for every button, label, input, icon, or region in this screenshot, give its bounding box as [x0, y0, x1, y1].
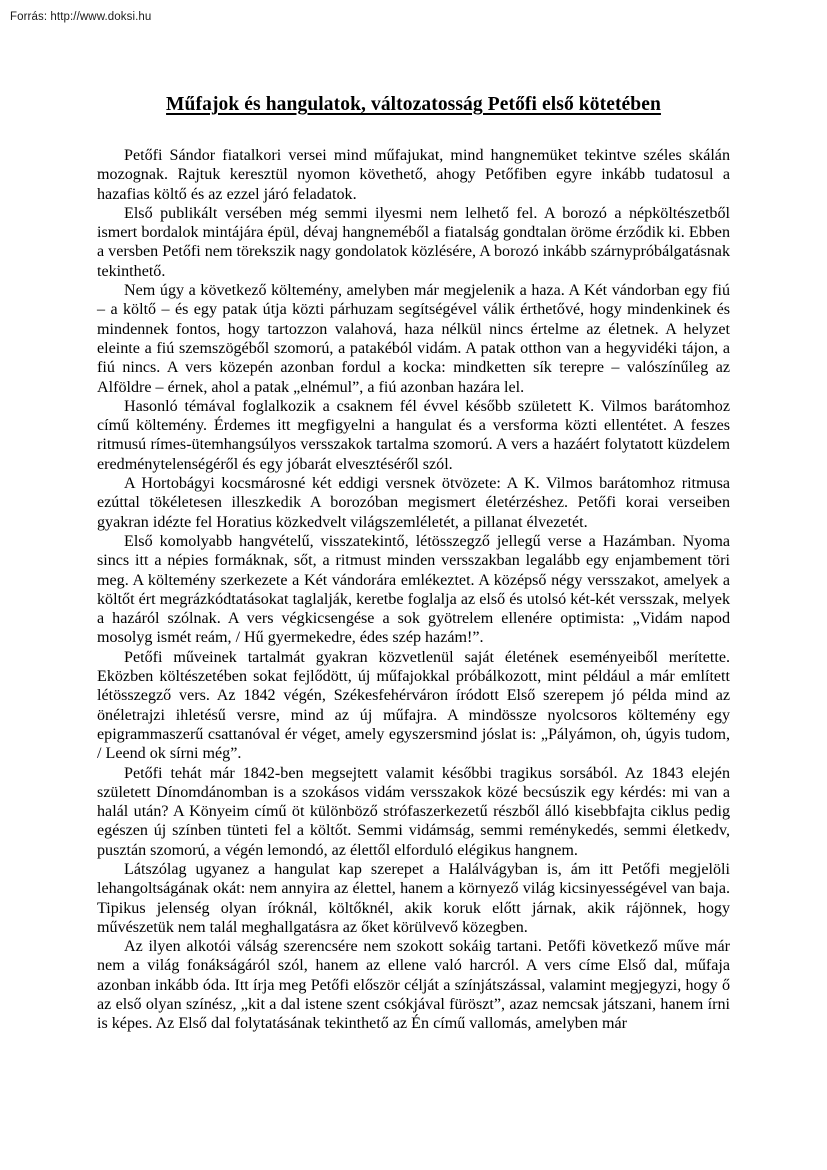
paragraph: Petőfi Sándor fiatalkori versei mind műfajukat, mind hangnemüket tekintve széles skálán mozognak. Rajtuk keresztül nyomon követhető, ahogy Petőfiben egyre inkább tudatosul a hazafias költő és az ezzel járó feladatok. [97, 147, 730, 203]
paragraph: Petőfi tehát már 1842-ben megsejtett valamit későbbi tragikus sorsából. Az 1843 elején született Dínomdánomban is a szokásos vidám versszakok közé becsúszik egy kérdés: mi van a halál után? A Könyeim című öt különböző strófaszerkezetű részből álló kisebbfajta ciklus pedig egészen új színben tünteti fel a költőt. Semmi vidámság, semmi reménykedés, semmi életkedv, pusztán szomorú, a végén lemondó, az élettől elforduló elégikus hangnem. [97, 764, 730, 859]
paragraph: Az ilyen alkotói válság szerencsére nem szokott sokáig tartani. Petőfi következő műve már nem a világ fonákságáról szól, hanem az ellene való harcról. A vers címe Első dal, műfaja azonban inkább óda. Itt írja meg Petőfi először célját a színjátszással, valamint megjegyzi, hogy ő az első olyan színész, „kit a dal istene szent csókjával füröszt”, azaz nemcsak játszani, hanem írni is képes. Az Első dal folytatásának tekinthető az Én című vallomás, amelyben már [97, 938, 730, 1033]
page-title [97, 92, 730, 118]
source-url-header: Forrás: http://www.doksi.hu [10, 11, 152, 23]
paragraph: Nem úgy a következő költemény, amelyben már megjelenik a haza. A Két vándorban egy fiú – a költő – és egy patak útja közti párhuzam segítségével válik érthetővé, hogy mindenkinek és mindennek fontos, hogy tartozzon valahová, haza nélkül nincs értelme az életnek. A helyzet eleinte a fiú szemszögéből szomorú, a patakéból vidám. A patak otthon van a hegyvidéki tájon, a fiú nincs. A vers közepén azonban fordul a kocka: mindketten sík terepre – valószínűleg az Alföldre – érnek, ahol a patak „elnémul”, a fiú azonban hazára lel. [97, 282, 730, 396]
paragraph: Petőfi műveinek tartalmát gyakran közvetlenül saját életének eseményeiből merítette. Eközben költészetében sokat fejlődött, új műfajokkal próbálkozott, mint például a már említett létösszegző vers. Az 1842 végén, Székesfehérváron íródott Első szerepem jó példa mind az önéletrajzi ihletésű versre, mind az új műfajra. A mindössze nyolcsoros költemény egy epigrammaszerű csattanóval ér véget, amely egyszersmind jóslat is: „Pályámon, oh, úgyis tudom, / Leend ok sírni még”. [97, 648, 730, 763]
paragraph: Első komolyabb hangvételű, visszatekintő, létösszegző jellegű verse a Hazámban. Nyoma sincs itt a népies formáknak, sőt, a ritmust minden versszakban legalább egy enjambement töri meg. A költemény szerkezete a Két vándorára emlékeztet. A középső négy versszakot, amelyek a költőt ért megrázkódtatásokat taglalják, keretbe foglalja az első és utolsó két-két versszak, melyek a hazáról szólnak. A vers végkicsengése a sok gyötrelem ellenére optimista: „Vidám napod mosolyg ismét reám, / Hű gyermekedre, édes szép hazám!”. [97, 532, 730, 647]
paragraph: Első publikált versében még semmi ilyesmi nem lelhető fel. A borozó a népköltészetből ismert bordalok mintájára épül, dévaj hangneméből a fiatalság gondtalan öröme érződik ki. Ebben a versben Petőfi nem törekszik nagy gondolatok közlésére, A borozó inkább szárnypróbálgatásnak tekinthető. [97, 204, 730, 280]
paragraph: Látszólag ugyanez a hangulat kap szerepet a Halálvágyban is, ám itt Petőfi megjelöli lehangoltságának okát: nem annyira az élettel, hanem a környező világ kicsinyességével van baja. Tipikus jelenség olyan íróknál, költőknél, akik koruk előtt járnak, akik rájönnek, hogy művészetük nem talál meghallgatásra az őket körülvevő közegben. [97, 860, 730, 936]
paragraph: Hasonló témával foglalkozik a csaknem fél évvel később született K. Vilmos barátomhoz című költemény. Érdemes itt megfigyelni a hangulat és a versforma közti ellentétet. A feszes ritmusú rímes-ütemhangsúlyos versszakok tartalma szomorú. A vers a hazáért folytatott küzdelem eredménytelenségéről és egy jóbarát elvesztéséről szól. [97, 397, 730, 473]
document-body [97, 92, 730, 1034]
paragraph: A Hortobágyi kocsmárosné két eddigi versnek ötvözete: A K. Vilmos barátomhoz ritmusa ezúttal tökéletesen illeszkedik A borozóban megismert életérzéshez. Petőfi korai verseiben gyakran idézte fel Horatius közkedvelt világszemléletét, a pillanat élvezetét. [97, 475, 730, 531]
page-title-text: Műfajok és hangulatok, változatosság Petőfi első kötetében [166, 94, 661, 115]
